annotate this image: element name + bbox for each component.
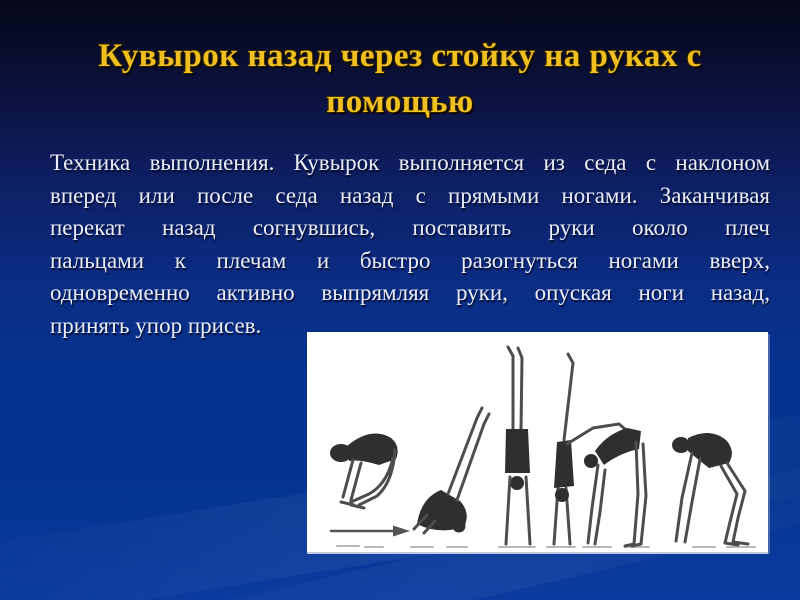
right-arrow-icon bbox=[331, 526, 410, 537]
title-line-1: Кувырок назад через стойку на руках с bbox=[98, 38, 702, 74]
gymnast-sequence-image bbox=[307, 332, 768, 552]
body-text bbox=[50, 147, 770, 343]
gymnast-pose-tuck-squat bbox=[672, 433, 748, 545]
body-text-line: Техника выполнения. Кувырок выполняется из седа с наклоном bbox=[50, 150, 770, 175]
gymnast-pose-lowering-bend bbox=[584, 428, 646, 546]
body-text-line: одновременно активно выпрямляя руки, опуская ноги назад, bbox=[50, 280, 770, 306]
gymnast-pose-seat-forward-bend bbox=[330, 434, 398, 509]
body-text-line: перекат назад согнувшись, поставить руки около плеч bbox=[50, 215, 770, 241]
title-line-2: помощью bbox=[326, 84, 474, 120]
slide-title bbox=[0, 33, 800, 125]
ground-marks bbox=[337, 546, 755, 547]
gymnast-pose-handstand bbox=[505, 347, 530, 544]
body-text-line: вперед или после седа назад с прямыми ногами. Заканчивая bbox=[50, 182, 770, 208]
gymnast-pose-roll-back-legs-up bbox=[414, 408, 489, 533]
body-text-line: пальцами к плечам и быстро разогнуться ногами вверх, bbox=[50, 247, 770, 273]
body-text-line: принять упор присев. bbox=[50, 312, 262, 338]
